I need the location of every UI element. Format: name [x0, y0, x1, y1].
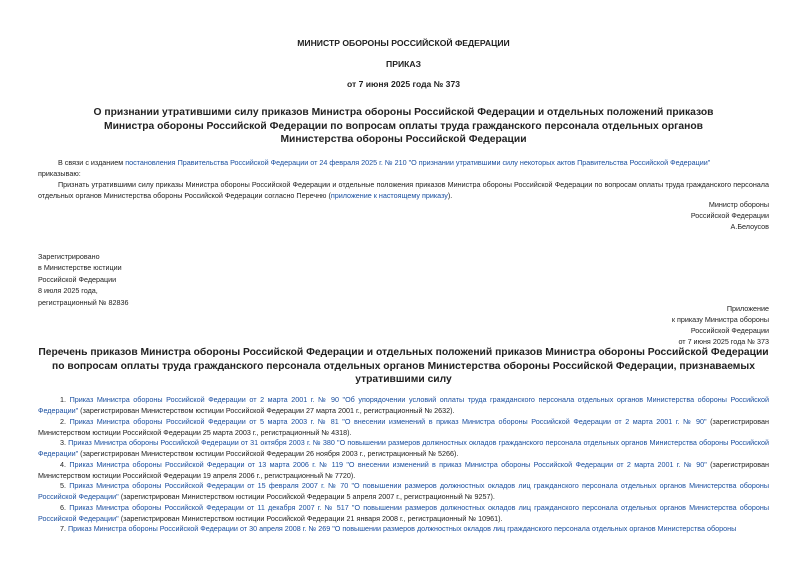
- list-item-details: (зарегистрирован Министерством юстиции Российской Федерации 25 марта 2003 г., регистрационный № 4318).: [38, 417, 770, 437]
- intro-paragraph: [58, 157, 769, 168]
- list-item-details: (зарегистрирован Министерством юстиции Российской Федерации 5 апреля 2007 г., регистрационный № 9257).: [118, 492, 495, 501]
- list-item-number: 3.: [60, 438, 69, 447]
- list-item-link[interactable]: Приказ Министра обороны Российской Федерации от 5 марта 2003 г. № 81 "О внесении изменений в приказ Министра обороны Российской Федерации от 2 марта 2001 г. № 90": [69, 417, 707, 426]
- list-item-link[interactable]: Приказ Министра обороны Российской Федерации от 11 декабря 2007 г. № 517 "О повышении размеров должностных окладов лиц гражданского персонала отдельных органов Министерства обороны Российской Федерации": [38, 503, 769, 523]
- doc-type-heading: ПРИКАЗ: [386, 59, 421, 69]
- list-item-details: (зарегистрирован Министерством юстиции Российской Федерации 27 марта 2001 г., регистрационный № 2632).: [78, 406, 455, 415]
- registration-block: [38, 251, 128, 308]
- list-item: [38, 480, 769, 502]
- ministry-heading: МИНИСТР ОБОРОНЫ РОССИЙСКОЙ ФЕДЕРАЦИИ: [297, 38, 510, 48]
- signature-line-1: Министр обороны: [708, 200, 769, 209]
- list-title: Перечень приказов Министра обороны Российской Федерации и отдельных положений приказов Министра обороны Российской Федерации по вопросам оплаты труда гражданского персонала отдельных органов Министерства обороны Российской Федерации, признаваемых утратившими силу: [38, 347, 769, 385]
- main-paragraph-end: ).: [447, 191, 453, 200]
- list-item: [38, 416, 769, 438]
- list-item-number: 2.: [60, 417, 70, 426]
- appendix-note: [569, 303, 769, 347]
- list-item-details: (зарегистрирован Министерством юстиции Российской Федерации 19 апреля 2006 г., регистрационный № 7720).: [38, 460, 769, 480]
- registration-line-4: 8 июля 2025 года,: [38, 286, 98, 296]
- list-item-details: (зарегистрирован Министерством юстиции Российской Федерации 21 января 2008 г., регистрационный № 10961).: [118, 514, 503, 523]
- list-item: [38, 394, 769, 416]
- list-item-number: 5.: [60, 481, 70, 490]
- doc-title: О признании утратившими силу приказов Министра обороны Российской Федерации и отдельных положений приказов Министра обороны Российской Федерации по вопросам оплаты труда гражданского персонала отдельных органов Министерства обороны Российской Федерации: [93, 107, 714, 145]
- list-item-link[interactable]: Приказ Министра обороны Российской Федерации от 31 октября 2003 г. № 380 "О повышении размеров должностных окладов гражданского персонала отдельных органов Министерства обороны Российской Федерации": [38, 438, 769, 458]
- signature-line-2: Российской Федерации: [690, 211, 769, 220]
- main-paragraph-text: Признать утратившими силу приказы Министра обороны Российской Федерации и отдельные положения приказов Министра обороны Российской Федерации по вопросам оплаты труда гражданского персонала отдельных органов Министерства обороны Российской Федерации согласно Перечню (: [38, 180, 769, 200]
- list-item-details: (зарегистрирован Министерством юстиции Российской Федерации 26 ноября 2003 г., регистрационный № 5266).: [78, 449, 459, 458]
- doc-date: от 7 июня 2025 года № 373: [346, 79, 461, 89]
- list-item-link[interactable]: Приказ Министра обороны Российской Федерации от 15 февраля 2007 г. № 70 "О повышении размеров должностных окладов лиц гражданского персонала отдельных органов Министерства обороны Российской Федерации": [38, 481, 769, 501]
- registration-line-2: в Министерстве юстиции: [38, 263, 122, 273]
- list-item: [38, 502, 769, 524]
- signature-block: [569, 199, 769, 232]
- list-item-link[interactable]: Приказ Министра обороны Российской Федерации от 30 апреля 2008 г. № 269 "О повышении размеров должностных окладов лиц гражданского персонала отдельных органов Министерства обороны: [68, 524, 737, 533]
- appendix-note-line-2: к приказу Министра обороны: [671, 315, 769, 324]
- registration-line-5: регистрационный № 82836: [38, 297, 129, 307]
- main-paragraph: [38, 179, 769, 201]
- list-item-number: 1.: [60, 395, 70, 404]
- intro-prefix: В связи с изданием: [58, 158, 126, 167]
- list-item: [38, 459, 769, 481]
- list-item-link[interactable]: Приказ Министра обороны Российской Федерации от 13 марта 2006 г. № 119 "О внесении изменений в приказ Министра обороны Российской Федерации от 2 марта 2001 г. № 90": [69, 460, 707, 469]
- list-item: [38, 437, 769, 459]
- appendix-note-line-1: Приложение: [726, 304, 769, 313]
- decree-link[interactable]: постановления Правительства Российской Федерации от 24 февраля 2025 г. № 210 "О признании утратившими силу некоторых актов Правительства Российской Федерации": [125, 158, 711, 167]
- registration-line-1: Зарегистрировано: [38, 252, 100, 261]
- list-item-number: 7.: [60, 524, 68, 533]
- list-item-number: 4.: [60, 460, 70, 469]
- intro-order-word: приказываю:: [38, 169, 81, 178]
- list-item: [38, 523, 769, 534]
- appendix-link[interactable]: приложение к настоящему приказу: [330, 191, 448, 200]
- list-item-link[interactable]: Приказ Министра обороны Российской Федерации от 2 марта 2001 г. № 90 "Об упорядочении условий оплаты труда гражданского персонала отдельных органов Министерства обороны Российской Федерации": [38, 395, 769, 415]
- registration-line-3: Российской Федерации: [38, 274, 117, 284]
- list-item-number: 6.: [60, 503, 70, 512]
- signature-name: А.Белоусов: [730, 222, 769, 231]
- appendix-note-line-3: Российской Федерации: [690, 326, 769, 335]
- appendix-note-line-4: от 7 июня 2025 года № 373: [678, 337, 769, 346]
